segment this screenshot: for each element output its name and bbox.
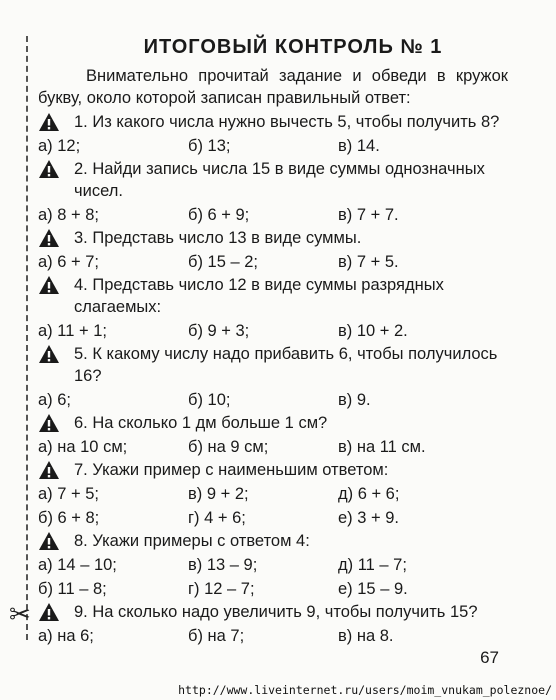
answer-option[interactable]: г) 4 + 6; [188,509,246,527]
answer-option[interactable]: б) 10; [188,391,231,409]
question-text-line [38,111,508,133]
question-text-line [38,158,508,202]
answer-option[interactable]: а) 14 – 10; [38,556,117,574]
question-2 [38,158,508,226]
warning-triangle-icon [38,344,60,364]
question-4 [38,274,508,342]
answer-option[interactable]: в) 9. [338,391,371,409]
question-text-line [38,343,508,387]
answer-option[interactable]: в) 7 + 5. [338,253,399,271]
warning-triangle-icon [38,531,60,551]
warning-triangle-icon [38,112,60,132]
answer-option[interactable]: б) 13; [188,137,231,155]
warning-triangle-icon [38,228,60,248]
answer-row [38,389,508,411]
answer-option[interactable]: в) на 8. [338,627,394,645]
answer-option[interactable]: а) 12; [38,137,81,155]
answer-option[interactable]: а) на 6; [38,627,94,645]
answer-option[interactable]: б) 15 – 2; [188,253,258,271]
answer-option[interactable]: а) 6; [38,391,72,409]
answer-row [38,554,508,576]
answer-option[interactable]: б) 9 + 3; [188,322,250,340]
answer-option[interactable]: д) 11 – 7; [338,556,407,574]
answer-option[interactable]: д) 6 + 6; [338,485,400,503]
answer-option[interactable]: б) 6 + 8; [38,509,100,527]
answer-option[interactable]: а) 6 + 7; [38,253,99,271]
warning-triangle-icon [38,460,60,480]
answer-option[interactable]: б) на 9 см; [188,438,269,456]
question-text: 9. На сколько надо увеличить 9, чтобы получить 15? [74,603,478,621]
answer-row [38,436,508,458]
question-5 [38,343,508,411]
question-text-line [38,530,508,552]
answer-option[interactable]: в) 7 + 7. [338,206,399,224]
answer-option[interactable]: в) 10 + 2. [338,322,408,340]
footer-url[interactable]: http://www.liveinternet.ru/users/moim_vnukam_poleznoe/ [178,683,552,697]
answer-option[interactable]: а) 7 + 5; [38,485,99,503]
answer-option[interactable]: в) на 11 см. [338,438,426,456]
question-6 [38,412,508,458]
answer-row [38,483,508,505]
page-title: ИТОГОВЫЙ КОНТРОЛЬ № 1 [143,36,443,58]
warning-triangle-icon [38,275,60,295]
warning-triangle-icon [38,602,60,622]
question-text: 5. К какому числу надо прибавить 6, чтобы получилось 16? [74,345,498,385]
question-text: 4. Представь число 12 в виде суммы разрядных слагаемых: [74,276,444,316]
question-text-line [38,601,508,623]
scissors-icon: ✂ [9,600,31,630]
answer-row [38,135,508,157]
question-text: 7. Укажи пример с наименьшим ответом: [74,461,389,479]
answer-option[interactable]: а) 8 + 8; [38,206,99,224]
answer-row [38,625,508,647]
answer-option[interactable]: в) 14. [338,137,380,155]
answer-row [38,507,508,529]
answer-row [38,320,508,342]
question-7 [38,459,508,529]
answer-row [38,204,508,226]
warning-triangle-icon [38,159,60,179]
question-8 [38,530,508,600]
answer-option[interactable]: а) 11 + 1; [38,322,107,340]
question-3 [38,227,508,273]
question-text: 2. Найди запись числа 15 в виде суммы однозначных чисел. [74,160,485,200]
instructions: Внимательно прочитай задание и обведи в кружок букву, около которой записан правильный ответ: [38,67,508,107]
answer-option[interactable]: е) 15 – 9. [338,580,408,598]
cut-line [26,36,28,640]
worksheet [38,36,508,647]
question-1 [38,111,508,157]
answer-option[interactable]: б) 11 – 8; [38,580,107,598]
answer-option[interactable]: б) на 7; [188,627,245,645]
question-text-line [38,412,508,434]
question-text: 6. На сколько 1 дм больше 1 см? [74,414,328,432]
answer-option[interactable]: в) 9 + 2; [188,485,249,503]
answer-option[interactable]: а) на 10 см; [38,438,128,456]
question-text: 1. Из какого числа нужно вычесть 5, чтобы получить 8? [74,113,500,131]
question-9 [38,601,508,647]
question-text-line [38,459,508,481]
question-text: 8. Укажи примеры с ответом 4: [74,532,310,550]
answer-option[interactable]: г) 12 – 7; [188,580,255,598]
question-text-line [38,227,508,249]
page-number: 67 [480,648,499,667]
answer-option[interactable]: е) 3 + 9. [338,509,399,527]
answer-option[interactable]: б) 6 + 9; [188,206,250,224]
answer-row [38,578,508,600]
question-text: 3. Представь число 13 в виде суммы. [74,229,362,247]
answer-row [38,251,508,273]
warning-triangle-icon [38,413,60,433]
answer-option[interactable]: в) 13 – 9; [188,556,258,574]
question-text-line [38,274,508,318]
question-list [38,111,508,647]
